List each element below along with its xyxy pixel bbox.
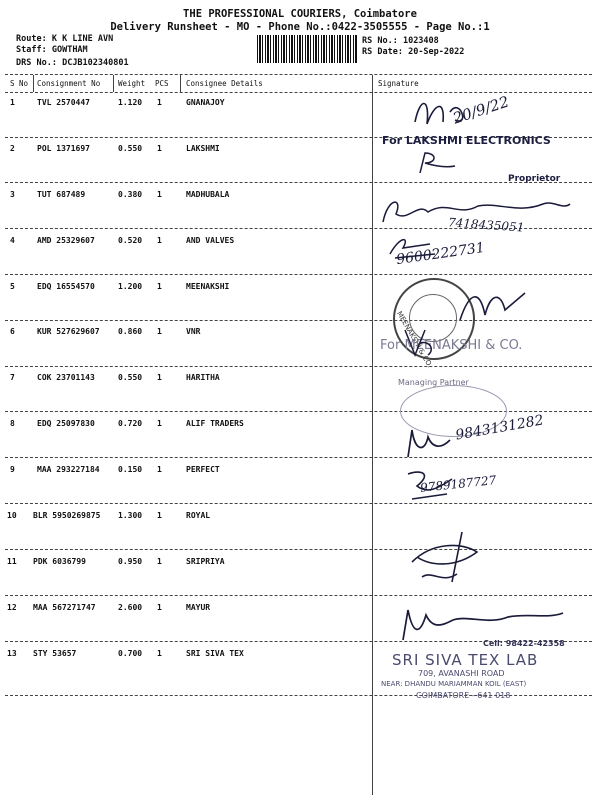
staff-line: [16, 45, 88, 55]
signature-phone: 7418435051: [447, 215, 525, 235]
runsheet-barcode: [257, 35, 357, 63]
signature-scribble: [400, 325, 440, 360]
col-divider: [180, 75, 181, 92]
row-sno: 11: [7, 557, 17, 566]
row-consignment: PDK 6036799: [33, 557, 86, 566]
row-sno: 12: [7, 603, 17, 612]
drs-label: DRS No.:: [16, 58, 57, 68]
col-consignee: Consignee Details: [186, 79, 263, 88]
row-sno: 3: [10, 190, 15, 199]
drs-line: [16, 58, 129, 68]
stamp-address: 709, AVANASHI ROAD: [418, 669, 505, 678]
row-consignment: AMD 25329607: [37, 236, 95, 245]
stamp-role: Proprietor: [508, 174, 561, 184]
row-sno: 5: [10, 282, 15, 291]
row-sno: 4: [10, 236, 15, 245]
row-sno: 2: [10, 144, 15, 153]
row-pcs: 1: [157, 649, 162, 658]
rs-no-label: RS No.:: [362, 36, 398, 46]
row-pcs: 1: [157, 144, 162, 153]
row-weight: 1.300: [118, 511, 143, 520]
row-pcs: 1: [157, 511, 162, 520]
row-weight: 0.860: [118, 327, 143, 336]
stamp-cell: Cell: 98422-42358: [483, 639, 565, 648]
signature-phone: 9789187727: [419, 473, 497, 495]
row-consignee: PERFECT: [186, 465, 220, 474]
signature-scribble: [402, 522, 492, 592]
row-weight: 2.600: [118, 603, 143, 612]
route-value: K K LINE AVN: [51, 34, 114, 44]
company-title: THE PROFESSIONAL COURIERS, Coimbatore: [183, 8, 417, 20]
row-sno: 7: [10, 373, 15, 382]
row-consignee: AND VALVES: [186, 236, 235, 245]
row-consignment: TUT 687489: [37, 190, 86, 199]
row-consignee: LAKSHMI: [186, 144, 220, 153]
col-sno: S No: [10, 79, 29, 88]
row-weight: 1.200: [118, 282, 143, 291]
runsheet-title: Delivery Runsheet - MO - Phone No.:0422-3505555 - Page No.:1: [110, 21, 490, 33]
row-consignment: BLR 5950269875: [33, 511, 101, 520]
row-pcs: 1: [157, 419, 162, 428]
stamp-role: Managing Partner: [398, 378, 469, 387]
rs-no-line: [362, 36, 439, 46]
row-consignee: SRI SIVA TEX: [186, 649, 244, 658]
row-consignee: VNR: [186, 327, 201, 336]
table-top-rule: [5, 74, 592, 75]
row-weight: 0.720: [118, 419, 143, 428]
row-pcs: 1: [157, 465, 162, 474]
col-consignment: Consignment No: [37, 79, 101, 88]
row-rule: [5, 182, 592, 183]
row-consignee: SRIPRIYA: [186, 557, 225, 566]
row-weight: 0.550: [118, 373, 143, 382]
row-weight: 1.120: [118, 98, 143, 107]
row-rule: [5, 457, 592, 458]
signature-phone: 9843131282: [454, 412, 545, 444]
row-consignee: GNANAJOY: [186, 98, 225, 107]
row-weight: 0.700: [118, 649, 143, 658]
row-consignee: ALIF TRADERS: [186, 419, 244, 428]
row-rule: [5, 595, 592, 596]
row-weight: 0.520: [118, 236, 143, 245]
row-sno: 9: [10, 465, 15, 474]
signature-scribble: [415, 148, 465, 178]
col-signature: Signature: [378, 79, 419, 88]
staff-label: Staff:: [16, 45, 47, 55]
row-rule: [5, 366, 592, 367]
row-consignment: KUR 527629607: [37, 327, 100, 336]
col-pcs: PCS: [155, 79, 169, 88]
row-rule: [5, 549, 592, 550]
col-divider: [33, 75, 34, 92]
row-pcs: 1: [157, 557, 162, 566]
row-sno: 6: [10, 327, 15, 336]
row-weight: 0.380: [118, 190, 143, 199]
row-consignee: MAYUR: [186, 603, 211, 612]
signature-col-divider: [372, 75, 373, 795]
rs-date-value: 20-Sep-2022: [408, 47, 465, 57]
drs-value: DCJB102340801: [62, 58, 129, 68]
col-weight: Weight: [118, 79, 146, 88]
stamp-address: NEAR: DHANDU MARIAMMAN KOIL (EAST): [381, 680, 527, 688]
rs-no-value: 1023408: [402, 36, 439, 46]
row-pcs: 1: [157, 327, 162, 336]
rs-date-label: RS Date:: [362, 47, 403, 57]
row-consignee: HARITHA: [186, 373, 220, 382]
row-rule: [5, 274, 592, 275]
rs-date-line: [362, 47, 464, 57]
row-sno: 13: [7, 649, 17, 658]
row-pcs: 1: [157, 98, 162, 107]
stamp-company: For LAKSHMI ELECTRONICS: [382, 134, 551, 147]
row-consignment: TVL 2570447: [37, 98, 90, 107]
stamp-address: COIMBATORE - 641 018: [416, 691, 511, 700]
staff-value: GOWTHAM: [51, 45, 88, 55]
row-pcs: 1: [157, 282, 162, 291]
row-weight: 0.550: [118, 144, 143, 153]
row-sno: 10: [7, 511, 17, 520]
row-weight: 0.950: [118, 557, 143, 566]
signature-scribble: [400, 422, 460, 462]
signature-phone: 9600222731: [395, 239, 486, 269]
row-consignee: MADHUBALA: [186, 190, 230, 199]
row-consignee: ROYAL: [186, 511, 211, 520]
row-consignment: COK 23701143: [37, 373, 95, 382]
route-line: [16, 34, 113, 44]
col-divider: [113, 75, 114, 92]
row-pcs: 1: [157, 190, 162, 199]
row-consignment: STY 53657: [33, 649, 77, 658]
row-weight: 0.150: [118, 465, 143, 474]
row-consignment: MAA 293227184: [37, 465, 100, 474]
row-consignment: EDQ 16554570: [37, 282, 95, 291]
signature-date: 20/9/22: [450, 92, 512, 128]
stamp-company: For MEENAKSHI & CO.: [380, 338, 523, 353]
row-sno: 8: [10, 419, 15, 428]
route-label: Route:: [16, 34, 47, 44]
seal-text: MEENAKSHI & CO.: [395, 310, 434, 370]
row-pcs: 1: [157, 373, 162, 382]
signature-scribble: [455, 285, 535, 325]
row-sno: 1: [10, 98, 15, 107]
row-pcs: 1: [157, 236, 162, 245]
stamp-name: SRI SIVA TEX LAB: [392, 651, 539, 669]
row-pcs: 1: [157, 603, 162, 612]
row-consignee: MEENAKSHI: [186, 282, 230, 291]
row-rule: [5, 503, 592, 504]
row-consignment: EDQ 25097830: [37, 419, 95, 428]
row-consignment: MAA 567271747: [33, 603, 96, 612]
row-consignment: POL 1371697: [37, 144, 90, 153]
